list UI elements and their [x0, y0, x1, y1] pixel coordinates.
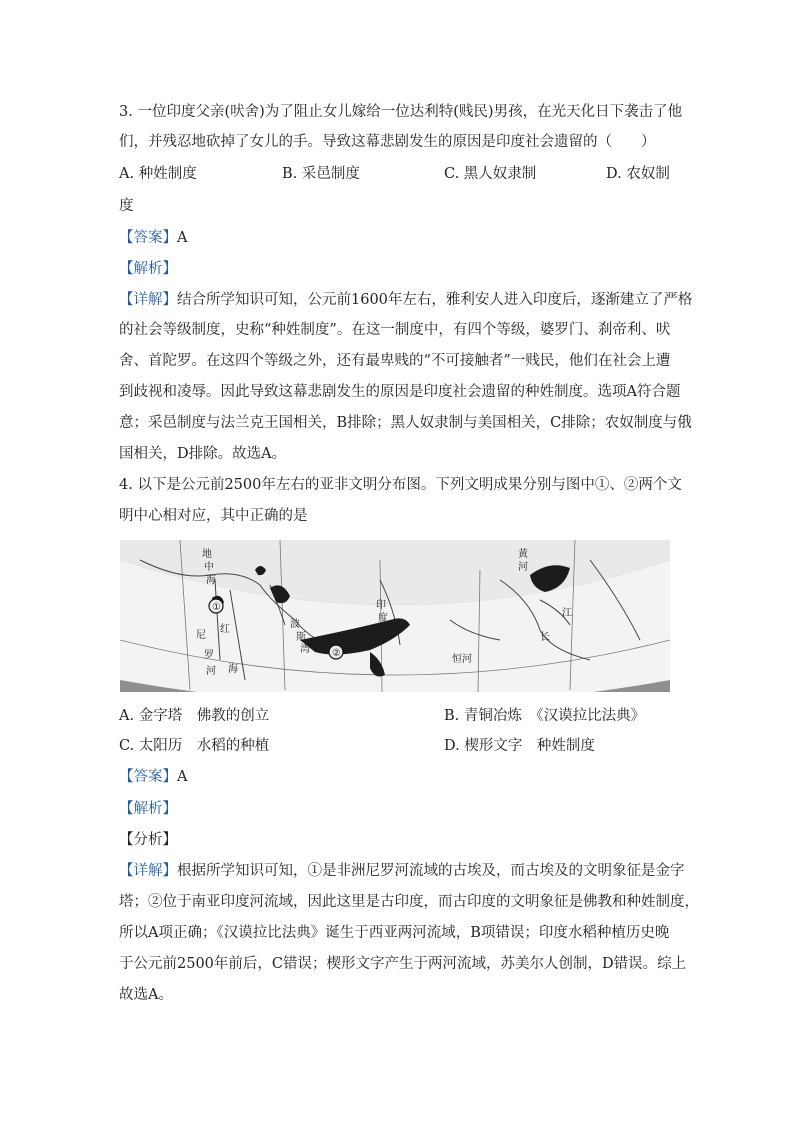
- q3-detail-line-1: [119, 290, 692, 310]
- q3-detail-tag: 【详解】: [119, 292, 177, 308]
- map-label-indus-1: 印: [376, 600, 386, 611]
- map-label-nile-1: 尼: [196, 630, 206, 641]
- q3-answer-value: A: [177, 230, 188, 246]
- q4-option-b: B. 青铜冶炼 《汉谟拉比法典》: [444, 708, 646, 724]
- map-label-persian-2: 斯: [296, 632, 306, 643]
- q3-answer-tag: 【答案】: [119, 230, 177, 246]
- map-label-indus-3: 河: [380, 626, 390, 637]
- q4-option-c: C. 太阳历 水稻的种植: [119, 738, 270, 754]
- map-label-circle-1: ①: [212, 602, 221, 613]
- q4-analysis2-tag: 【分析】: [119, 832, 177, 848]
- q3-stem-line-2: 们，并残忍地砍掉了女儿的手。导致这幕悲剧发生的原因是印度社会遗留的（ ）: [119, 134, 656, 150]
- q3-option-d-wrap: 度: [119, 198, 134, 214]
- map-label-yangtze-2: 江: [562, 608, 572, 619]
- q4-answer-value: A: [177, 769, 188, 785]
- map-label-med-2: 中: [204, 562, 214, 573]
- map-label-ganges: 恒河: [452, 654, 472, 665]
- q3-detail-line-6: 国相关，D排除。故选A。: [119, 446, 287, 462]
- map-label-med-3: 海: [206, 575, 216, 586]
- map-label-circle-2: ②: [332, 648, 341, 659]
- map-label-persian-3: 湾: [300, 644, 310, 655]
- civilization-map-graphic: [120, 540, 670, 692]
- q4-stem-line-1: 4. 以下是公元前2500年左右的亚非文明分布图。下列文明成果分别与图中①、②两个文: [119, 477, 682, 493]
- q4-detail-tag: 【详解】: [119, 863, 177, 879]
- q4-detail-line-4: 于公元前2500年前后，C错误；楔形文字产生于两河流域，苏美尔人创制，D错误。综上: [119, 956, 687, 972]
- q4-detail-line-5: 故选A。: [119, 987, 173, 1003]
- q3-option-a: A. 种姓制度: [119, 166, 197, 182]
- civilization-map: [120, 540, 670, 692]
- q3-detail-line-3: 舍、首陀罗。在这四个等级之外，还有最卑贱的“不可接触者”一贱民，他们在社会上遭: [119, 353, 671, 369]
- q3-option-b: B. 采邑制度: [282, 166, 360, 182]
- q3-detail-line-5: 意；采邑制度与法兰克王国相关，B排除；黑人奴隶制与美国相关，C排除；农奴制度与俄: [119, 415, 692, 431]
- q4-detail-line-1: [119, 861, 685, 881]
- map-label-med-1: 地: [202, 549, 212, 560]
- map-label-indus-2: 度: [378, 613, 388, 624]
- q3-stem-line-1: 3. 一位印度父亲(吠舍)为了阻止女儿嫁给一位达利特(贱民)男孩，在光天化日下袭击了他: [119, 104, 683, 120]
- map-label-yangtze-1: 长: [540, 632, 550, 643]
- map-label-nile-2: 罗: [204, 650, 214, 661]
- q4-option-d: D. 楔形文字 种姓制度: [444, 738, 595, 754]
- q3-detail-line-2: 的社会等级制度，史称“种姓制度”。在这一制度中，有四个等级，婆罗门、刹帝利、吠: [119, 322, 671, 338]
- q3-option-d: D. 农奴制: [606, 166, 670, 182]
- q3-answer: [119, 228, 187, 248]
- q3-analysis-tag: 【解析】: [119, 261, 177, 277]
- q4-answer: [119, 767, 187, 787]
- map-label-red-2: 海: [228, 664, 238, 675]
- q4-detail-line-3: 所以A项正确；《汉谟拉比法典》诞生于西亚两河流域，B项错误；印度水稻种植历史晚: [119, 925, 670, 941]
- map-label-red-1: 红: [220, 624, 230, 635]
- map-label-yellow-1: 黄: [518, 549, 528, 560]
- map-label-nile-3: 河: [206, 666, 216, 677]
- q4-detail-text-1: 根据所学知识可知，①是非洲尼罗河流域的古埃及，而古埃及的文明象征是金字: [177, 863, 685, 879]
- q3-option-c: C. 黑人奴隶制: [444, 166, 537, 182]
- map-label-persian-1: 波: [290, 619, 300, 630]
- q4-detail-line-2: 塔；②位于南亚印度河流域，因此这里是古印度，而古印度的文明象征是佛教和种姓制度，: [119, 894, 699, 910]
- q4-stem-line-2: 明中心相对应，其中正确的是: [119, 508, 308, 524]
- map-label-yellow-2: 河: [518, 562, 528, 573]
- q4-option-a: A. 金字塔 佛教的创立: [119, 708, 270, 724]
- q4-analysis-tag: 【解析】: [119, 801, 177, 817]
- q4-answer-tag: 【答案】: [119, 769, 177, 785]
- q3-detail-line-4: 到歧视和凌辱。因此导致这幕悲剧发生的原因是印度社会遗留的种姓制度。选项A符合题: [119, 384, 681, 400]
- q3-detail-text-1: 结合所学知识可知，公元前1600年左右，雅利安人进入印度后，逐渐建立了严格: [177, 292, 693, 308]
